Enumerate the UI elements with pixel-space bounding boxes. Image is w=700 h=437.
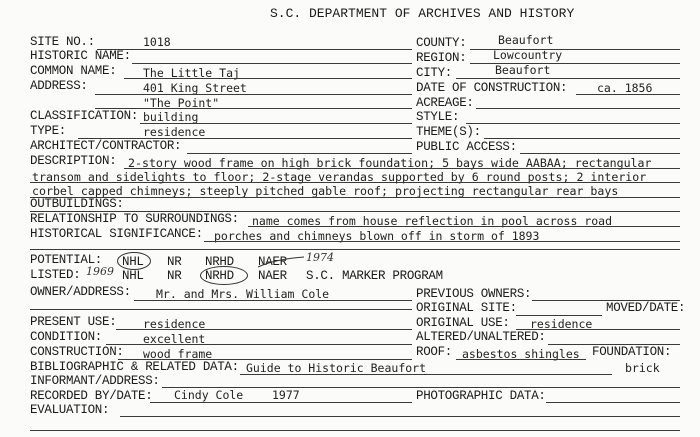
address-value: 401 King Street [143, 81, 247, 95]
recorded-label: RECORDED BY/DATE: [30, 389, 153, 403]
acreage-label: ACREAGE: [416, 96, 474, 110]
county-value: Beaufort [498, 33, 554, 47]
date-of-construction-value: ca. 1856 [597, 81, 653, 95]
description-line-3: corbel capped chimneys; steeply pitched gable roof; projecting rectangular rear bays [32, 184, 619, 198]
significance-label: HISTORICAL SIGNIFICANCE: [30, 227, 203, 241]
city-label: CITY: [416, 66, 453, 80]
address-label: ADDRESS: [30, 79, 88, 93]
potential-handwritten-year: 1974 [306, 251, 334, 264]
historic-name-label: HISTORIC NAME: [30, 49, 131, 63]
architect-label: ARCHITECT/CONTRACTOR: [30, 139, 182, 153]
relationship-value: name comes from house reflection in pool across road [252, 214, 613, 228]
construction-label: CONSTRUCTION: [30, 345, 124, 359]
region-value: Lowcountry [493, 48, 563, 62]
listed-handwritten-year: 1969 [86, 265, 114, 278]
potential-nhl: NHL [122, 255, 144, 269]
original-use-value: residence [530, 317, 593, 331]
listed-label: LISTED: [30, 268, 81, 282]
original-site-label: ORIGINAL SITE: [416, 301, 517, 315]
potential-nr: NR [167, 255, 182, 269]
condition-label: CONDITION: [30, 330, 103, 344]
city-value: Beaufort [495, 63, 551, 77]
description-line-1: 2-story wood frame on high brick foundation; 5 bays wide AABAA; rectangular [128, 156, 652, 170]
address-value-2: "The Point" [143, 96, 220, 110]
date-of-construction-label: DATE OF CONSTRUCTION: [416, 81, 568, 95]
listed-nr: NR [167, 269, 182, 283]
outbuildings-label: OUTBUILDINGS: [30, 197, 124, 211]
listed-nrhd-circle [200, 266, 248, 285]
recorded-year: 1977 [272, 388, 300, 402]
moved-date-label: MOVED/DATE: [606, 301, 686, 315]
listed-marker-program: S.C. MARKER PROGRAM [306, 269, 443, 283]
roof-value: asbestos shingles [462, 347, 580, 361]
listed-nhl: NHL [122, 269, 144, 283]
region-label: REGION: [416, 51, 467, 65]
informant-label: INFORMANT/ADDRESS: [30, 374, 160, 388]
description-label: DESCRIPTION: [30, 154, 117, 168]
style-label: STYLE: [416, 110, 460, 124]
potential-nrhd: NRHD [205, 255, 234, 269]
public-access-label: PUBLIC ACCESS: [416, 140, 517, 154]
significance-value: porches and chimneys blown off in storm of 1893 [214, 229, 540, 243]
bibliography-label: BIBLIOGRAPHIC & RELATED DATA: [30, 360, 239, 374]
construction-value: wood frame [143, 347, 213, 361]
present-use-label: PRESENT USE: [30, 315, 117, 329]
themes-label: THEME(S): [416, 125, 481, 139]
foundation-label: FOUNDATION: [592, 345, 672, 359]
owner-value: Mr. and Mrs. William Cole [156, 287, 330, 301]
potential-nhl-circle [117, 252, 151, 270]
listed-naer: NAER [258, 269, 287, 283]
recorded-name: Cindy Cole [174, 388, 244, 402]
owner-label: OWNER/ADDRESS: [30, 285, 131, 299]
site-no-label: SITE NO.: [30, 35, 95, 49]
potential-naer: NAER [258, 255, 287, 269]
county-label: COUNTY: [416, 36, 467, 50]
altered-label: ALTERED/UNALTERED: [416, 330, 546, 344]
evaluation-label: EVALUATION: [30, 403, 110, 417]
type-label: TYPE: [30, 124, 67, 138]
type-value: residence [143, 125, 206, 139]
foundation-value: brick [625, 361, 660, 375]
photographic-label: PHOTOGRAPHIC DATA: [416, 389, 546, 403]
listed-nrhd: NRHD [205, 269, 234, 283]
original-use-label: ORIGINAL USE: [416, 316, 510, 330]
potential-label: POTENTIAL: [30, 253, 103, 267]
roof-label: ROOF: [416, 345, 453, 359]
description-line-2: transom and sidelights to floor; 2-stage verandas supported by 6 round posts; 2 interior [32, 170, 647, 184]
relationship-label: RELATIONSHIP TO SURROUNDINGS: [30, 212, 239, 226]
common-name-label: COMMON NAME: [30, 64, 117, 78]
common-name-value: The Little Taj [143, 66, 240, 80]
condition-value: excellent [143, 332, 206, 346]
previous-owners-label: PREVIOUS OWNERS: [416, 287, 532, 301]
form-header: S.C. DEPARTMENT OF ARCHIVES AND HISTORY [270, 6, 575, 21]
classification-label: CLASSIFICATION: [30, 109, 139, 123]
bibliography-value: Guide to Historic Beaufort [246, 361, 427, 375]
site-no-value: 1018 [143, 35, 171, 49]
classification-value: building [143, 110, 199, 124]
present-use-value: residence [143, 317, 206, 331]
